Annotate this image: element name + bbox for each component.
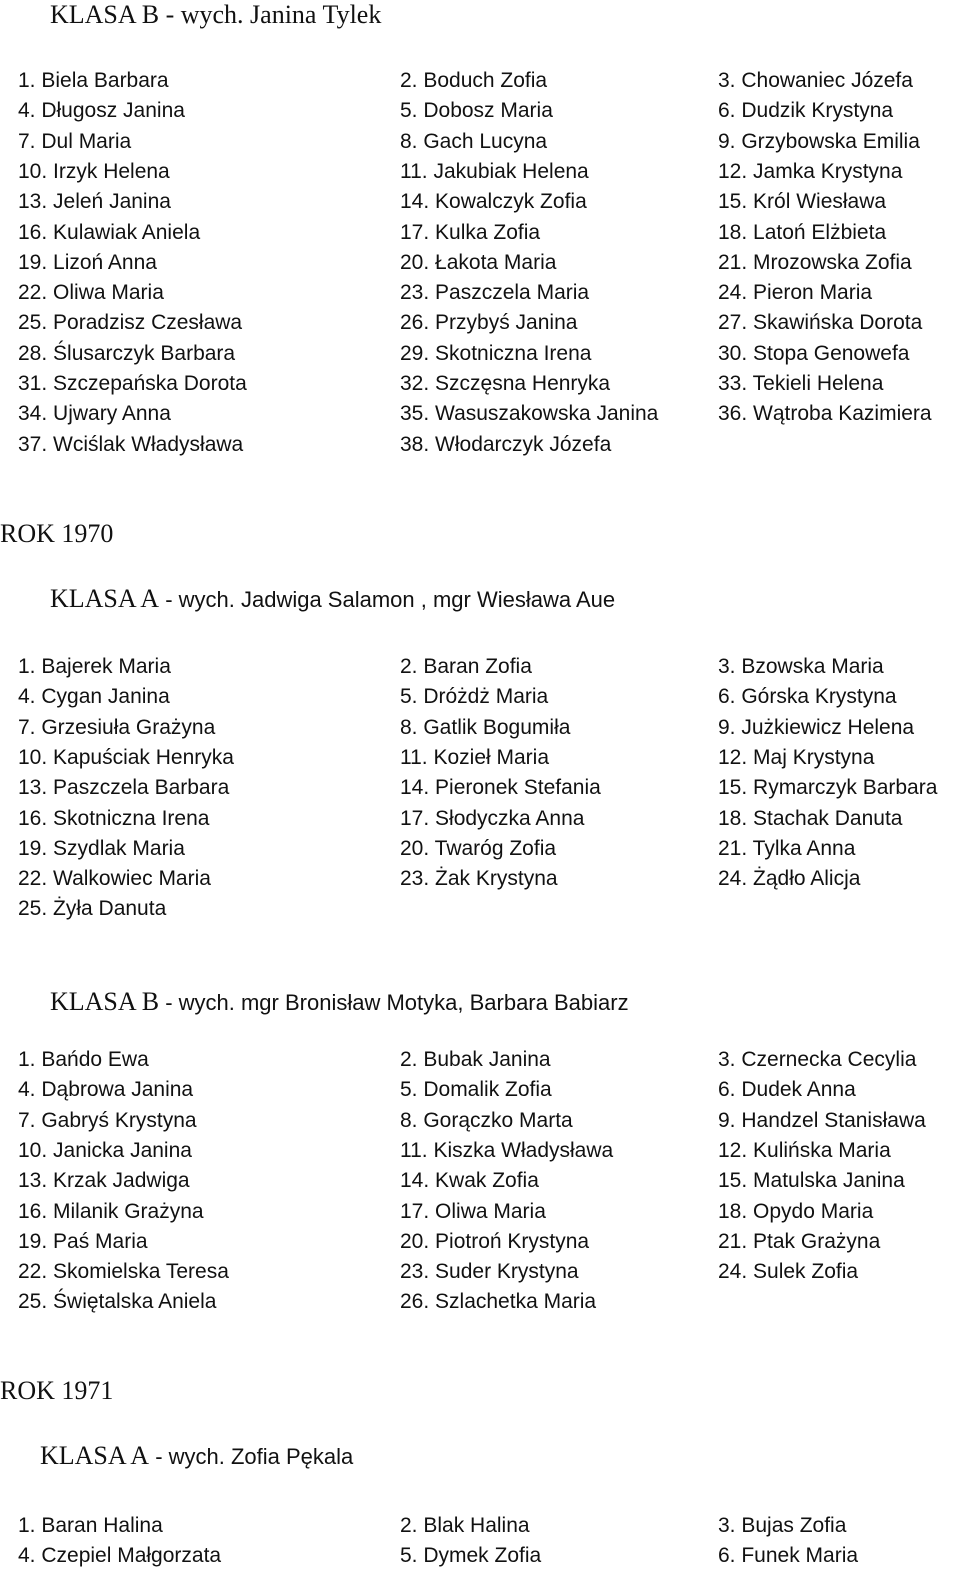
student-entry: 6. Funek Maria [718,1544,859,1568]
student-entry: 17. Oliwa Maria [400,1199,546,1223]
teacher-label: - wych. Janina Tylek [159,0,382,29]
teacher-label: - wych. Jadwiga Salamon , mgr Wiesława Aue [159,587,616,612]
student-entry: 6. Dudzik Krystyna [718,99,894,123]
student-entry: 14. Pieronek Stefania [400,776,601,800]
year-heading-1970: ROK 1970 [0,519,114,548]
student-entry: 3. Chowaniec Józefa [718,69,913,92]
student-entry: 1. Baran Halina [18,1514,163,1537]
student-entry: 28. Ślusarczyk Barbara [18,341,236,365]
class-label: KLASA B [50,0,160,29]
student-entry: 3. Bzowska Maria [718,655,884,678]
section-4-heading [40,1441,353,1472]
student-entry: 4. Czepiel Małgorzata [18,1544,222,1568]
student-entry: 1. Biela Barbara [18,69,169,92]
student-entry: 38. Włodarczyk Józefa [400,432,612,456]
student-entry: 10. Kapuściak Henryka [18,745,234,769]
student-entry: 9. Jużkiewicz Helena [718,715,915,739]
student-entry: 22. Oliwa Maria [18,281,164,305]
student-entry: 7. Grzesiuła Grażyna [18,715,216,739]
section-3-heading [50,987,629,1018]
student-entry: 37. Wciślak Władysława [18,432,244,456]
student-entry: 10. Irzyk Helena [18,159,170,183]
student-entry: 13. Krzak Jadwiga [18,1169,190,1193]
student-entry: 2. Boduch Zofia [400,69,548,92]
student-entry: 16. Kulawiak Aniela [18,220,201,244]
student-entry: 14. Kwak Zofia [400,1169,539,1193]
student-entry: 16. Milanik Grażyna [18,1199,204,1223]
teacher-label: - wych. mgr Bronisław Motyka, Barbara Babiarz [159,990,629,1015]
student-entry: 3. Czernecka Cecylia [718,1048,917,1071]
student-entry: 24. Sulek Zofia [718,1260,859,1284]
student-entry: 23. Suder Krystyna [400,1260,579,1284]
student-entry: 4. Dąbrowa Janina [18,1078,194,1102]
student-entry: 5. Dróżdż Maria [400,685,549,709]
student-entry: 6. Dudek Anna [718,1078,856,1102]
student-entry: 25. Poradzisz Czesława [18,311,243,335]
student-entry: 15. Matulska Janina [718,1169,905,1193]
student-entry: 27. Skawińska Dorota [718,311,923,335]
student-entry: 12. Jamka Krystyna [718,159,903,183]
student-entry: 9. Grzybowska Emilia [718,129,920,153]
student-entry: 17. Słodyczka Anna [400,806,585,830]
student-entry: 23. Paszczela Maria [400,281,590,305]
student-entry: 22. Walkowiec Maria [18,867,211,891]
student-entry: 15. Król Wiesława [718,190,887,214]
student-entry: 11. Kiszka Władysława [400,1138,614,1162]
student-entry: 15. Rymarczyk Barbara [718,776,938,800]
student-entry: 5. Dobosz Maria [400,99,553,123]
student-entry: 34. Ujwary Anna [18,402,171,426]
student-entry: 18. Opydo Maria [718,1199,874,1223]
student-entry: 1. Bańdo Ewa [18,1048,149,1071]
student-entry: 2. Baran Zofia [400,655,532,678]
student-entry: 11. Kozieł Maria [400,745,550,769]
class-label: KLASA A [40,1441,150,1470]
student-entry: 13. Jeleń Janina [18,190,171,214]
student-entry: 8. Gorączko Marta [400,1108,573,1132]
student-entry: 8. Gach Lucyna [400,129,548,153]
student-entry: 6. Górska Krystyna [718,685,897,709]
student-entry: 22. Skomielska Teresa [18,1260,229,1284]
student-entry: 3. Bujas Zofia [718,1514,847,1537]
student-entry: 32. Szczęsna Henryka [400,372,611,395]
student-entry: 14. Kowalczyk Zofia [400,190,587,214]
student-entry: 10. Janicka Janina [18,1138,192,1162]
student-entry: 26. Przybyś Janina [400,311,578,335]
student-entry: 7. Dul Maria [18,129,132,153]
student-entry: 12. Kulińska Maria [718,1138,891,1162]
student-entry: 7. Gabryś Krystyna [18,1108,197,1132]
student-entry: 5. Dymek Zofia [400,1544,542,1568]
student-entry: 31. Szczepańska Dorota [18,372,247,395]
student-entry: 23. Żak Krystyna [400,867,558,891]
year-heading-1971: ROK 1971 [0,1376,114,1405]
student-entry: 26. Szlachetka Maria [400,1290,597,1314]
class-label: KLASA B [50,987,160,1016]
student-entry: 25. Żyła Danuta [18,897,167,921]
teacher-label: - wych. Zofia Pękala [149,1444,354,1469]
student-entry: 24. Pieron Maria [718,281,873,305]
student-entry: 19. Paś Maria [18,1229,148,1253]
student-entry: 35. Wasuszakowska Janina [400,402,659,426]
student-entry: 16. Skotniczna Irena [18,806,210,830]
student-entry: 21. Ptak Grażyna [718,1229,881,1253]
student-entry: 19. Szydlak Maria [18,836,185,860]
student-entry: 18. Stachak Danuta [718,806,903,830]
student-entry: 20. Piotroń Krystyna [400,1229,590,1253]
student-entry: 36. Wątroba Kazimiera [718,402,932,426]
student-entry: 30. Stopa Genowefa [718,341,910,365]
student-entry: 29. Skotniczna Irena [400,341,592,365]
student-entry: 13. Paszczela Barbara [18,776,230,800]
student-entry: 21. Tylka Anna [718,836,856,860]
student-entry: 11. Jakubiak Helena [400,159,589,183]
student-entry: 20. Łakota Maria [400,250,557,274]
class-label: KLASA A [50,584,160,613]
student-entry: 2. Bubak Janina [400,1048,551,1071]
section-1-heading [50,0,381,31]
student-entry: 33. Tekieli Helena [718,372,884,395]
student-entry: 12. Maj Krystyna [718,745,875,769]
student-entry: 19. Lizoń Anna [18,250,157,274]
student-entry: 2. Blak Halina [400,1514,530,1537]
student-entry: 24. Żądło Alicja [718,867,861,891]
student-entry: 4. Długosz Janina [18,99,185,123]
student-entry: 25. Świętalska Aniela [18,1290,217,1314]
student-entry: 9. Handzel Stanisława [718,1108,926,1132]
student-entry: 1. Bajerek Maria [18,655,171,678]
student-entry: 20. Twaróg Zofia [400,836,557,860]
student-entry: 4. Cygan Janina [18,685,170,709]
student-entry: 18. Latoń Elżbieta [718,220,887,244]
student-entry: 21. Mrozowska Zofia [718,250,912,274]
section-2-heading [50,584,615,615]
student-entry: 17. Kulka Zofia [400,220,541,244]
student-entry: 5. Domalik Zofia [400,1078,552,1102]
student-entry: 8. Gatlik Bogumiła [400,715,571,739]
